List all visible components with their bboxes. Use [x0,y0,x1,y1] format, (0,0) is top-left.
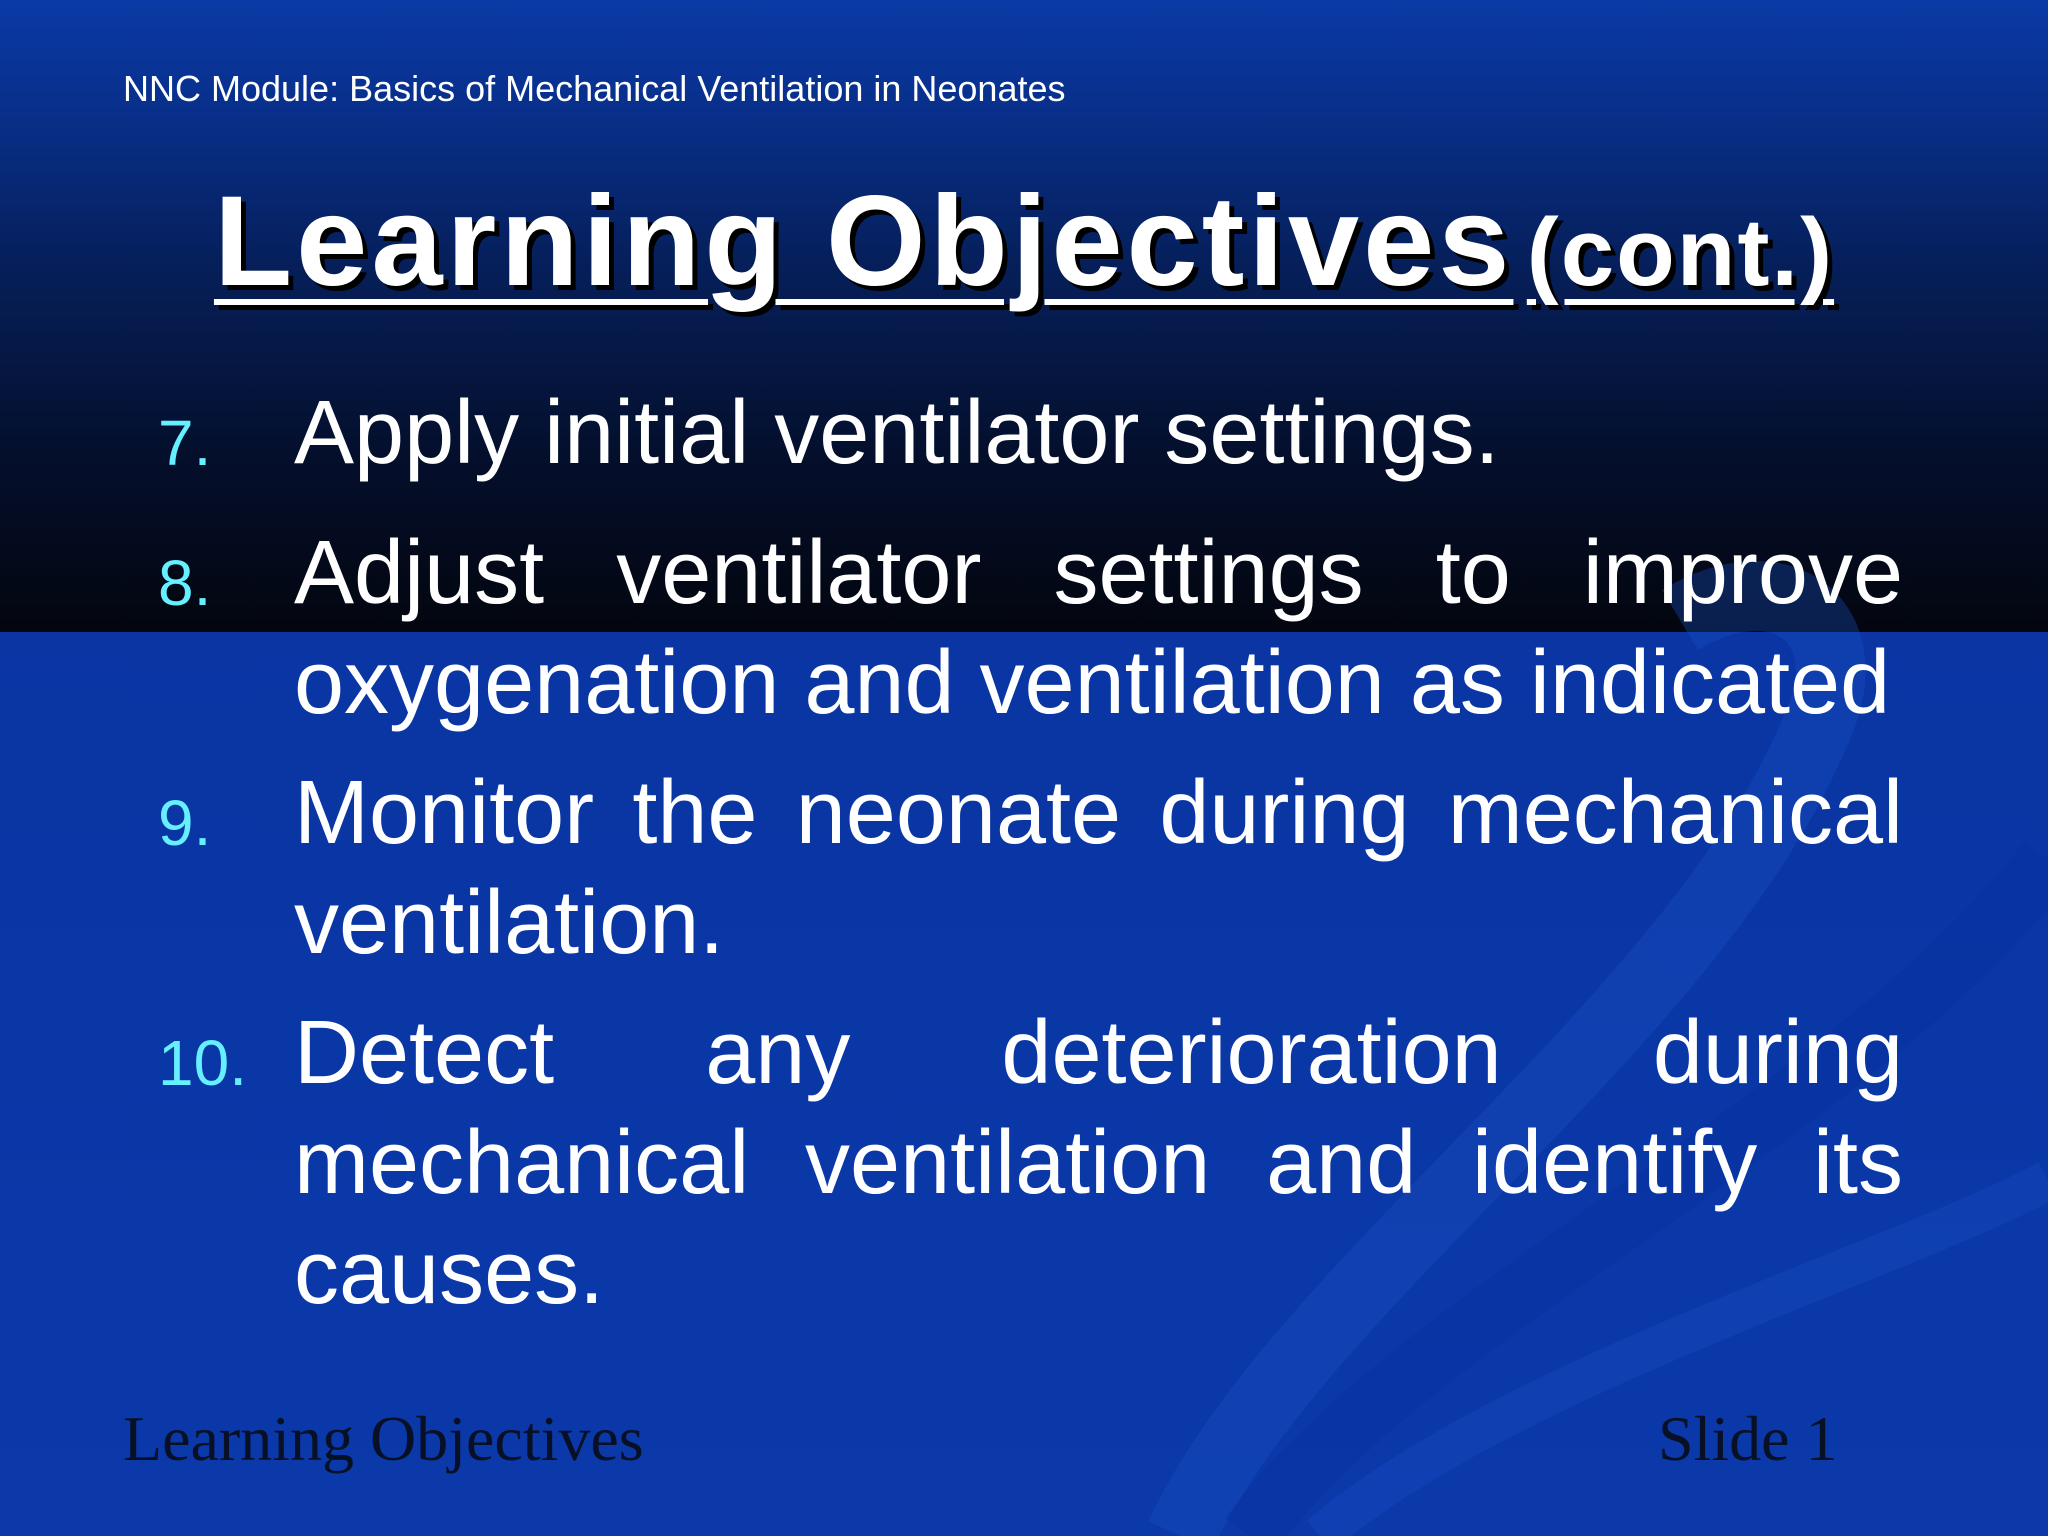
module-header: NNC Module: Basics of Mechanical Ventilation in Neonates [123,68,1066,109]
objectives-list [158,378,1903,1348]
objective-number: 9. [158,787,212,859]
title-spacer [1518,272,1522,289]
title-suffix: (cont.) [1526,199,1835,306]
footer-slide-number: Slide 1 [1658,1403,1838,1474]
objective-item [158,518,1903,738]
objective-text: Adjust ventilator settings to improve oxygenation and ventilation as indicated [294,523,1903,733]
objective-item [158,998,1903,1328]
objective-text: Detect any deterioration during mechanical ventilation and identify its causes. [294,1003,1903,1323]
slide-title [0,168,2048,315]
objective-number: 10. [158,1027,247,1099]
objective-text: Apply initial ventilator settings. [294,383,1500,483]
objective-number: 7. [158,407,212,479]
title-main: Learning Objectives [213,170,1514,313]
footer-section-label: Learning Objectives [123,1403,644,1474]
objective-number: 8. [158,547,212,619]
objective-item [158,378,1903,498]
objective-item [158,758,1903,978]
objective-text: Monitor the neonate during mechanical ventilation. [294,763,1903,973]
